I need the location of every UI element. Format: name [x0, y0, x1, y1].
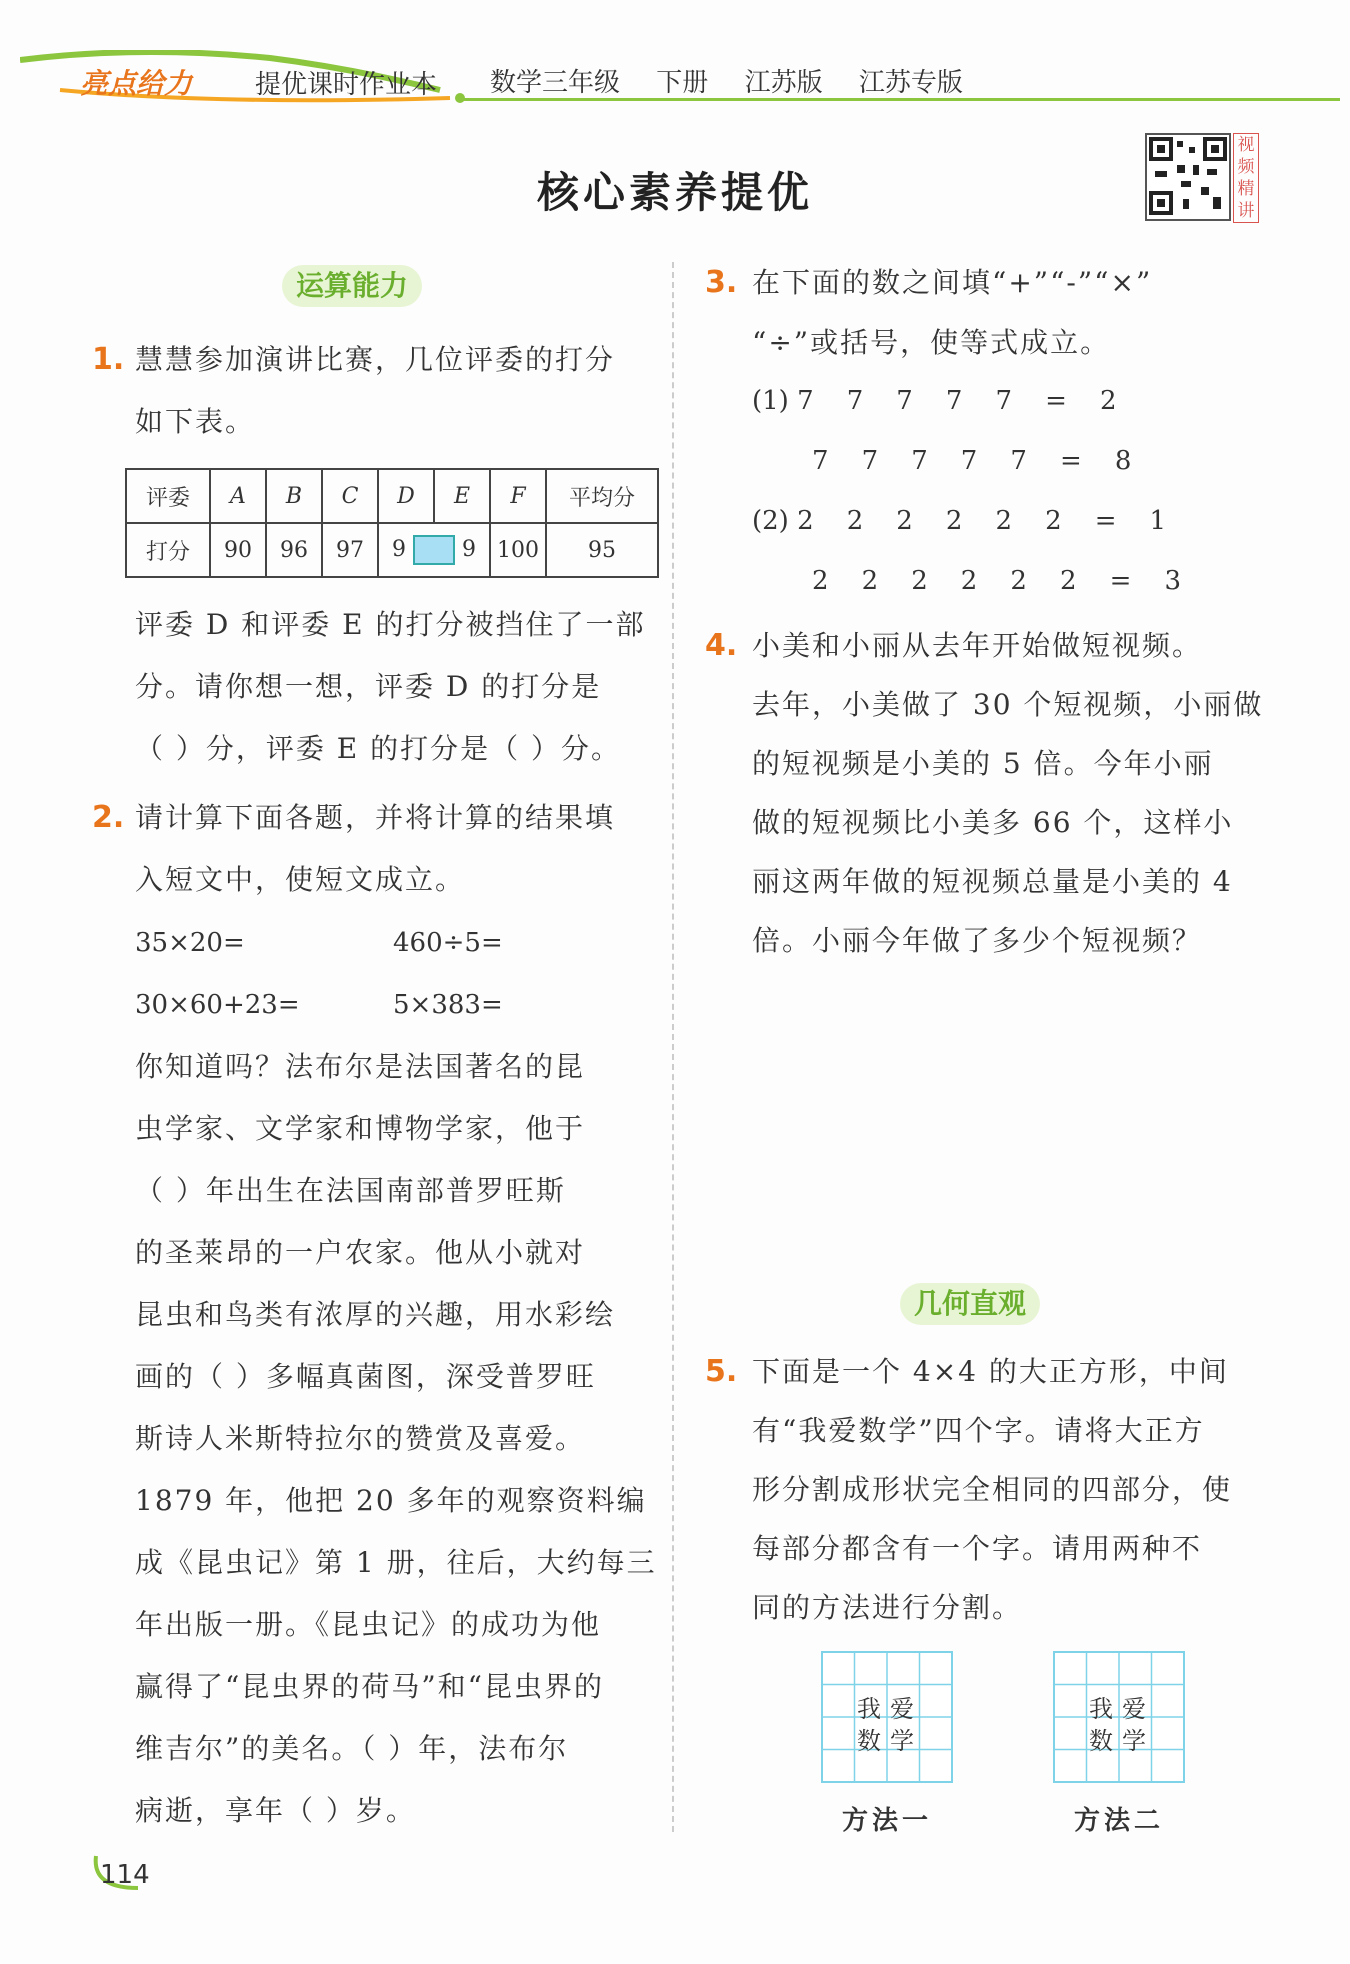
q1-intro-line1: 慧慧参加演讲比赛，几位评委的打分 — [135, 343, 616, 376]
grid1-char: 爱 — [890, 1695, 914, 1723]
table-header: E — [434, 469, 490, 523]
passage-line: 你知道吗？法布尔是法国著名的昆 — [135, 1050, 586, 1083]
table-cell: 97 — [322, 523, 378, 577]
expr-1[interactable]: 35×20= — [135, 928, 245, 958]
score-e-visible: 9 — [462, 537, 476, 562]
q3-row2[interactable]: 7 7 7 7 7 = 8 — [812, 446, 1132, 476]
caption-method-1: 方法一 — [842, 1806, 933, 1836]
expr-4[interactable]: 5×383= — [393, 990, 503, 1020]
q5-line: 同的方法进行分割。 — [752, 1591, 1023, 1624]
table-header: F — [490, 469, 546, 523]
q3-row1[interactable]: (1) 7 7 7 7 7 = 2 — [752, 386, 1117, 416]
q2-number: 2. — [92, 800, 125, 835]
caption-method-2: 方法二 — [1074, 1806, 1165, 1836]
q5-line: 有“我爱数学”四个字。请将大正方 — [752, 1414, 1205, 1447]
q5-line: 下面是一个 4×4 的大正方形，中间 — [752, 1355, 1229, 1388]
grid1-char: 我 — [857, 1695, 881, 1723]
brand-logo: 亮点给力 — [80, 67, 193, 100]
passage-line[interactable]: （ ）年出生在法国南部普罗旺斯 — [135, 1174, 566, 1207]
table-cell: 96 — [266, 523, 322, 577]
table-header: 评委 — [126, 469, 210, 523]
expr-2[interactable]: 460÷5= — [393, 928, 503, 958]
q3-row3[interactable]: (2) 2 2 2 2 2 2 = 1 — [752, 506, 1167, 536]
page-header — [20, 50, 1330, 110]
section-computation: 运算能力 — [282, 265, 422, 307]
page-title: 核心素养提优 — [536, 168, 813, 217]
page-number: 114 — [100, 1860, 150, 1890]
q3-line1: 在下面的数之间填“+”“-”“×” — [752, 266, 1153, 299]
passage-line: 成《昆虫记》第 1 册，往后，大约每三 — [135, 1546, 657, 1579]
passage-line[interactable]: 病逝，享年（ ）岁。 — [135, 1794, 416, 1827]
qr-tag: 视频精讲 — [1233, 133, 1259, 223]
expr-3[interactable]: 30×60+23= — [135, 990, 300, 1020]
passage-line: 斯诗人米斯特拉尔的赞赏及喜爱。 — [135, 1422, 586, 1455]
grid-method-1[interactable] — [820, 1650, 954, 1784]
score-d-visible: 9 — [392, 537, 406, 562]
special-label: 江苏专版 — [858, 68, 963, 98]
cover-box — [413, 535, 455, 565]
table-cell: 100 — [490, 523, 546, 577]
edition-label: 江苏版 — [744, 68, 823, 98]
column-divider — [672, 262, 676, 1832]
passage-line: 的圣莱昂的一户农家。他从小就对 — [135, 1236, 586, 1269]
passage-line[interactable]: 维吉尔”的美名。（ ）年，法布尔 — [135, 1732, 569, 1765]
table-header: C — [322, 469, 378, 523]
header-meta — [490, 62, 991, 99]
section-geometry: 几何直观 — [900, 1283, 1040, 1325]
passage-line: 1879 年，他把 20 多年的观察资料编 — [135, 1484, 647, 1517]
table-cell: 90 — [210, 523, 266, 577]
passage-line[interactable]: 画的（ ）多幅真菌图，深受普罗旺 — [135, 1360, 596, 1393]
passage-line: 虫学家、文学家和博物学家，他于 — [135, 1112, 586, 1145]
q1-text-line2: 分。请你想一想，评委 D 的打分是 — [135, 670, 602, 703]
q4-line: 小美和小丽从去年开始做短视频。 — [752, 629, 1203, 662]
q4-line: 做的短视频比小美多 66 个，这样小 — [752, 806, 1234, 839]
header-rule — [460, 98, 1340, 101]
q5-number: 5. — [705, 1354, 738, 1389]
grid1-char: 学 — [890, 1727, 914, 1755]
q1-text-line1: 评委 D 和评委 E 的打分被挡住了一部 — [135, 608, 646, 641]
q1-number: 1. — [92, 342, 125, 377]
q4-number: 4. — [705, 628, 738, 663]
passage-line: 年出版一册。《昆虫记》的成功为他 — [135, 1608, 602, 1641]
table-header: 平均分 — [546, 469, 658, 523]
table-row — [126, 523, 658, 577]
grid2-char: 数 — [1089, 1727, 1113, 1755]
grid2-char: 我 — [1089, 1695, 1113, 1723]
q1-intro-line2: 如下表。 — [135, 405, 256, 438]
table-header: A — [210, 469, 266, 523]
volume-label: 下册 — [656, 68, 709, 98]
score-table — [125, 468, 659, 578]
q3-row4[interactable]: 2 2 2 2 2 2 = 3 — [812, 566, 1181, 596]
q1-text-line3[interactable]: （ ）分，评委 E 的打分是（ ）分。 — [135, 732, 622, 765]
table-row-label: 打分 — [126, 523, 210, 577]
table-header: B — [266, 469, 322, 523]
q4-line: 丽这两年做的短视频总量是小美的 4 — [752, 865, 1233, 898]
grade-label: 数学三年级 — [490, 68, 621, 98]
q5-line: 每部分都含有一个字。请用两种不 — [752, 1532, 1203, 1565]
q4-line: 去年，小美做了 30 个短视频，小丽做 — [752, 688, 1264, 721]
q3-line2: “÷”或括号，使等式成立。 — [752, 326, 1111, 359]
passage-line: 昆虫和鸟类有浓厚的兴趣，用水彩绘 — [135, 1298, 616, 1331]
q2-line1: 请计算下面各题，并将计算的结果填 — [135, 801, 616, 834]
table-cell: 95 — [546, 523, 658, 577]
q5-line: 形分割成形状完全相同的四部分，使 — [752, 1473, 1233, 1506]
q4-line: 倍。小丽今年做了多少个短视频？ — [752, 924, 1203, 957]
passage-line: 赢得了“昆虫界的荷马”和“昆虫界的 — [135, 1670, 604, 1703]
q3-number: 3. — [705, 265, 738, 300]
grid1-char: 数 — [857, 1727, 881, 1755]
grid-method-2[interactable] — [1052, 1650, 1186, 1784]
table-header: D — [378, 469, 434, 523]
q4-line: 的短视频是小美的 5 倍。今年小丽 — [752, 747, 1214, 780]
brand-subtitle: 提优课时作业本 — [255, 70, 438, 100]
grid2-char: 爱 — [1122, 1695, 1146, 1723]
q2-line2: 入短文中，使短文成立。 — [135, 863, 466, 896]
table-header-row — [126, 469, 658, 523]
grid2-char: 学 — [1122, 1727, 1146, 1755]
table-cell-hidden — [378, 523, 490, 577]
